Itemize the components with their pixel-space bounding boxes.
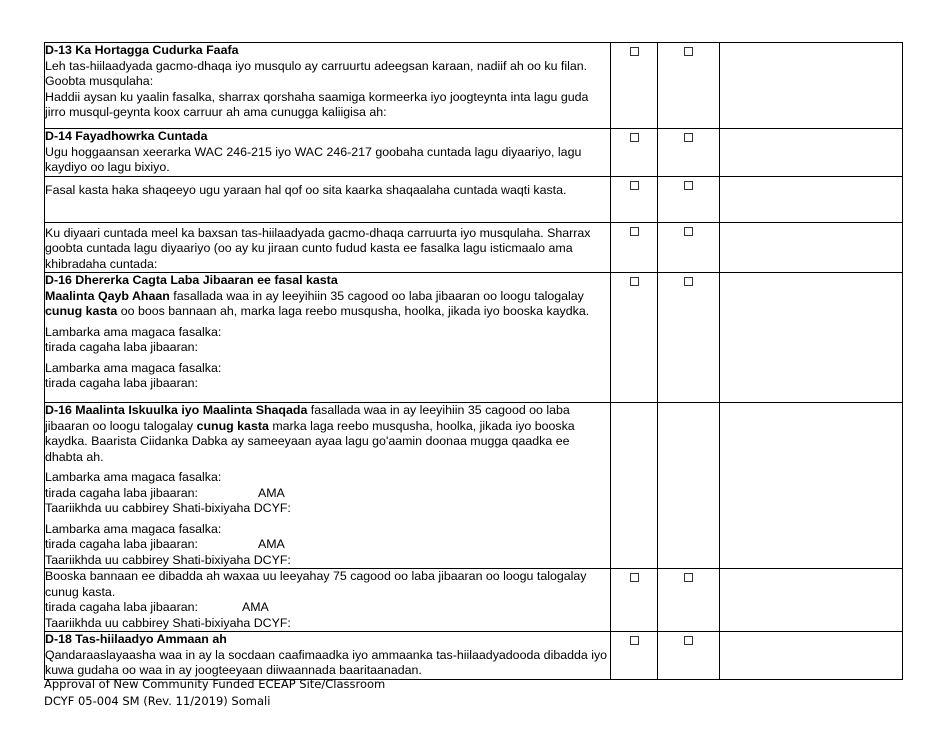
table-row [45, 43, 903, 129]
text-run: tirada cagaha laba jibaaran: [45, 600, 198, 614]
no-checkbox[interactable] [684, 277, 693, 286]
field-label [45, 600, 610, 616]
yes-cell [611, 273, 658, 403]
field-label: tirada cagaha laba jibaaran: [45, 340, 198, 354]
requirement-text: Haddii aysan ku yaalin fasalka, sharrax qorshaha saamiga kormeerka iyo joogteynta inta lagu guda jirro musqul-geynta koox carruur ah ama cunugga kaliigisa ah: [45, 89, 589, 119]
requirement-cell [45, 129, 611, 177]
text-run: oo boos bannaan ah, marka laga reebo musqusha, hoolka, jikada iyo booska kaydka. [117, 304, 590, 318]
yes-cell [611, 176, 658, 222]
section-title: D-13 Ka Hortagga Cudurka Faafa [45, 43, 239, 57]
requirement-cell [45, 43, 611, 129]
table-row [45, 129, 903, 177]
yes-checkbox[interactable] [630, 277, 639, 286]
no-cell [658, 273, 720, 403]
field-label: Taariikhda uu cabbirey Shati-bixiyaha DCYF: [45, 501, 291, 515]
yes-checkbox[interactable] [630, 573, 639, 582]
comments-cell[interactable] [720, 129, 903, 177]
comments-cell[interactable] [720, 632, 903, 680]
no-checkbox[interactable] [684, 133, 693, 142]
table-row [45, 569, 903, 632]
yes-cell [611, 632, 658, 680]
no-checkbox[interactable] [684, 47, 693, 56]
requirement-cell [45, 569, 611, 632]
bold-phrase: cunug kasta [196, 418, 269, 433]
field-label: tirada cagaha laba jibaaran: [45, 376, 198, 390]
no-cell [658, 403, 720, 569]
requirement-text: Qandaraaslayaasha waa in ay la socdaan caafimaadka iyo ammaanka tas-hiilaadyadooda dibadda iyo kuwa gudaha oo waa in ay joogteeyaan diiwaannada baaritaanadan. [45, 647, 608, 677]
section-title: D-18 Tas-hiilaadyo Ammaan ah [45, 632, 227, 646]
text-run: fasallada waa in ay leeyihiin 35 cagood oo laba jibaaran oo loogu talogalay [169, 288, 584, 303]
table-row [45, 176, 903, 222]
no-cell [658, 129, 720, 177]
requirement-text: Booska bannaan ee dibadda ah waxaa uu leeyahay 75 cagood oo laba jibaaran oo loogu talogalay cunug kasta. [45, 569, 587, 599]
requirement-text: Leh tas-hiilaadyada gacmo-dhaqa iyo musqulo ay carruurtu adeegsan karaan, nadiif ah oo ku filan. [45, 58, 588, 73]
yes-cell [611, 569, 658, 632]
page-footer [44, 676, 385, 710]
yes-checkbox[interactable] [630, 636, 639, 645]
no-cell [658, 222, 720, 273]
no-checkbox[interactable] [684, 181, 693, 190]
no-checkbox[interactable] [684, 636, 693, 645]
requirement-cell [45, 632, 611, 680]
requirement-cell [45, 273, 611, 403]
or-label: AMA [257, 485, 285, 500]
or-label: AMA [241, 600, 269, 614]
field-label [45, 486, 610, 502]
no-checkbox[interactable] [684, 573, 693, 582]
footer-form-id: DCYF 05-004 SM (Rev. 11/2019) Somali [44, 694, 271, 708]
comments-cell[interactable] [720, 403, 903, 569]
comments-cell[interactable] [720, 273, 903, 403]
requirements-table [44, 42, 903, 680]
comments-cell[interactable] [720, 176, 903, 222]
table-row [45, 403, 903, 569]
requirement-text: Fasal kasta haka shaqeeyo ugu yaraan hal qof oo sita kaarka shaqaalaha cuntada waqti kasta. [45, 182, 567, 197]
yes-cell [611, 43, 658, 129]
field-label: Lambarka ama magaca fasalka: [45, 470, 222, 484]
bold-phrase: Maalinta Qayb Ahaan [45, 288, 170, 303]
no-cell [658, 632, 720, 680]
field-label: Lambarka ama magaca fasalka: [45, 324, 222, 339]
requirement-cell [45, 403, 611, 569]
text-run: tirada cagaha laba jibaaran: [45, 485, 198, 500]
field-label [45, 537, 610, 553]
table-row [45, 632, 903, 680]
requirement-text: Goobta musqulaha: [45, 74, 154, 88]
no-cell [658, 569, 720, 632]
no-checkbox[interactable] [684, 227, 693, 236]
field-label: Lambarka ama magaca fasalka: [45, 360, 222, 375]
yes-cell [611, 222, 658, 273]
requirement-text: Ku diyaari cuntada meel ka baxsan tas-hiilaadyada gacmo-dhaqa carruurta iyo musqulaha. Sharrax goobta cuntada lagu diyaariyo (oo ay ku jiraan cunto fudud kasta ee fasalka lagu isticmaalo ama khibradaha cuntada: [45, 225, 591, 271]
text-run: fasallada waa in ay leeyihiin 35 cagood oo laba jibaaran oo loogu talogalay [45, 403, 570, 433]
requirement-text: Ugu hoggaansan xeerarka WAC 246-215 iyo WAC 246-217 goobaha cuntada lagu diyaariyo, lagu kaydiyo oo lagu bixiyo. [45, 144, 582, 174]
text-run: marka laga reebo musqusha, hoolka, jikada iyo booska kaydka. Baarista Ciidanka Dabka ay sameeyaan ayaa lagu go'aamin doonaa mugga qaadka ee dhabta ah. [45, 418, 575, 464]
section-title: D-14 Fayadhowrka Cuntada [45, 129, 208, 143]
table-row [45, 222, 903, 273]
yes-cell [611, 403, 658, 569]
requirement-cell [45, 176, 611, 222]
bold-phrase: D-16 Maalinta Iskuulka iyo Maalinta Shaqada [45, 403, 308, 417]
yes-checkbox[interactable] [630, 47, 639, 56]
field-label: Taariikhda uu cabbirey Shati-bixiyaha DCYF: [45, 552, 291, 567]
or-label: AMA [257, 537, 285, 551]
field-label: Taariikhda uu cabbirey Shati-bixiyaha DCYF: [45, 615, 291, 630]
no-cell [658, 176, 720, 222]
yes-checkbox[interactable] [630, 181, 639, 190]
comments-cell[interactable] [720, 222, 903, 273]
requirement-cell [45, 222, 611, 273]
requirement-text [45, 403, 610, 465]
bold-phrase: cunug kasta [45, 304, 118, 318]
comments-cell[interactable] [720, 569, 903, 632]
yes-checkbox[interactable] [630, 227, 639, 236]
footer-form-title: Approval of New Community Funded ECEAP Site/Classroom [44, 677, 386, 691]
yes-checkbox[interactable] [630, 133, 639, 142]
table-row [45, 273, 903, 403]
text-run: tirada cagaha laba jibaaran: [45, 537, 198, 551]
comments-cell[interactable] [720, 43, 903, 129]
yes-cell [611, 129, 658, 177]
no-cell [658, 43, 720, 129]
section-title: D-16 Dhererka Cagta Laba Jibaaran ee fasal kasta [45, 273, 338, 287]
requirement-text [45, 289, 610, 320]
field-label: Lambarka ama magaca fasalka: [45, 521, 222, 536]
